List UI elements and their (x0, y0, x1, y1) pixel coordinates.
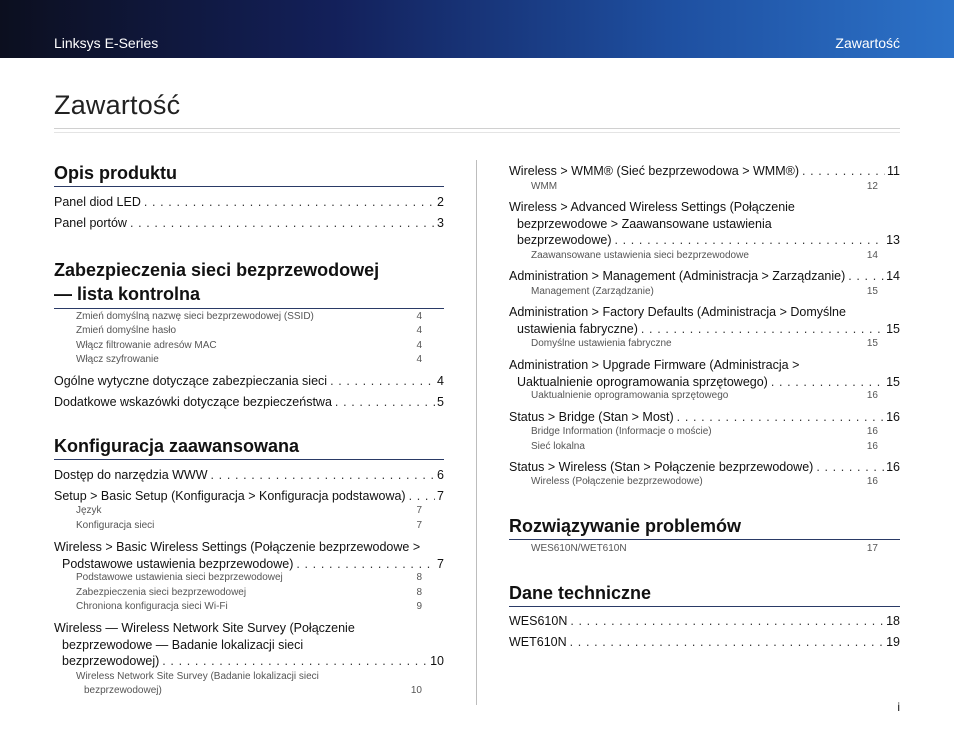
toc-subentry[interactable]: Zmień domyślną nazwę sieci bezprzewodowej (SSID) 4 (76, 311, 422, 322)
toc-entry-wmm[interactable]: Wireless > WMM® (Sieć bezprzewodowa > WMM®) . . . 11 (509, 163, 900, 180)
toc-subentry[interactable]: Management (Zarządzanie) 15 (531, 286, 878, 297)
toc-entry-wet610n[interactable]: WET610N . . . 19 (509, 634, 900, 651)
title-rule-secondary (54, 132, 900, 133)
toc-subentry[interactable]: Podstawowe ustawienia sieci bezprzewodowej 8 (76, 572, 422, 583)
toc-subentry[interactable]: Chroniona konfiguracja sieci Wi-Fi 9 (76, 601, 422, 612)
header-banner (0, 0, 954, 58)
toc-entry-status-wireless[interactable]: Status > Wireless (Stan > Połączenie bezprzewodowe) . . . 16 (509, 459, 900, 476)
toc-subentry[interactable]: WES610N/WET610N 17 (531, 543, 878, 554)
toc-entry-basic-setup[interactable]: Setup > Basic Setup (Konfiguracja > Konfiguracja podstawowa) . . . 7 (54, 488, 444, 505)
header-section-name: Zawartość (835, 35, 900, 51)
toc-entry-ogolne-wytyczne[interactable]: Ogólne wytyczne dotyczące zabezpieczania sieci . . . 4 (54, 373, 444, 390)
header-product-name: Linksys E-Series (54, 35, 159, 51)
toc-entry-advanced-wireless[interactable]: Wireless > Advanced Wireless Settings (Połączenie bezprzewodowe > Zaawansowane ustawienia bezprzewodowe) . . . 13 (509, 199, 900, 249)
toc-subentry[interactable]: WMM 12 (531, 181, 878, 192)
toc-subentry[interactable]: Sieć lokalna 16 (531, 441, 878, 452)
toc-subentry[interactable]: Zabezpieczenia sieci bezprzewodowej 8 (76, 587, 422, 598)
toc-entry-dodatkowe-wskazowki[interactable]: Dodatkowe wskazówki dotyczące bezpieczeństwa . . . 5 (54, 394, 444, 411)
toc-entry-status-bridge[interactable]: Status > Bridge (Stan > Most) . . . 16 (509, 409, 900, 426)
toc-entry-wes610n[interactable]: WES610N . . . 18 (509, 613, 900, 630)
toc-entry-panel-portow[interactable]: Panel portów . . . 3 (54, 215, 444, 232)
toc-entry-panel-diod-led[interactable]: Panel diod LED . . . 2 (54, 194, 444, 211)
toc-entry-upgrade-firmware[interactable]: Administration > Upgrade Firmware (Administracja > Uaktualnienie oprogramowania sprzętowego) . . . 15 (509, 357, 900, 390)
toc-subentry[interactable]: Język 7 (76, 505, 422, 516)
section-title-opis-produktu[interactable]: Opis produktu (54, 162, 444, 187)
section-title-zabezpieczenia[interactable]: Zabezpieczenia sieci bezprzewodowej — lista kontrolna (54, 258, 444, 309)
title-rule (54, 128, 900, 129)
toc-entry-site-survey[interactable]: Wireless — Wireless Network Site Survey (Połączenie bezprzewodowe — Badanie lokalizacji sieci bezprzewodowej) . . . 10 (54, 620, 444, 670)
section-title-konfiguracja-zaawansowana[interactable]: Konfiguracja zaawansowana (54, 435, 444, 460)
toc-entry-factory-defaults[interactable]: Administration > Factory Defaults (Administracja > Domyślne ustawienia fabryczne) . . . 15 (509, 304, 900, 337)
toc-entry-management[interactable]: Administration > Management (Administracja > Zarządzanie) . . . 14 (509, 268, 900, 285)
toc-subentry[interactable]: Uaktualnienie oprogramowania sprzętowego 16 (531, 390, 878, 401)
page-title: Zawartość (54, 90, 181, 120)
toc-subentry[interactable]: Bridge Information (Informacje o moście) 16 (531, 426, 878, 437)
toc-subentry[interactable]: Wireless (Połączenie bezprzewodowe) 16 (531, 476, 878, 487)
toc-subentry[interactable]: Włącz szyfrowanie 4 (76, 354, 422, 365)
page-number: i (897, 700, 900, 714)
toc-subentry[interactable]: Domyślne ustawienia fabryczne 15 (531, 338, 878, 349)
toc-entry-dostep-www[interactable]: Dostęp do narzędzia WWW . . . 6 (54, 467, 444, 484)
section-title-rozwiazywanie-problemow[interactable]: Rozwiązywanie problemów (509, 515, 900, 540)
toc-subentry[interactable]: Zmień domyślne hasło 4 (76, 325, 422, 336)
column-divider (476, 160, 477, 705)
section-title-dane-techniczne[interactable]: Dane techniczne (509, 582, 900, 607)
toc-subentry[interactable]: Włącz filtrowanie adresów MAC 4 (76, 340, 422, 351)
toc-subentry[interactable]: Zaawansowane ustawienia sieci bezprzewodowe 14 (531, 250, 878, 261)
toc-subentry[interactable]: Konfiguracja sieci 7 (76, 520, 422, 531)
toc-subentry[interactable]: Wireless Network Site Survey (Badanie lokalizacji sieci bezprzewodowej) 10 (76, 671, 422, 696)
toc-entry-basic-wireless[interactable]: Wireless > Basic Wireless Settings (Połączenie bezprzewodowe > Podstawowe ustawienia bezprzewodowe) . . . 7 (54, 539, 444, 572)
